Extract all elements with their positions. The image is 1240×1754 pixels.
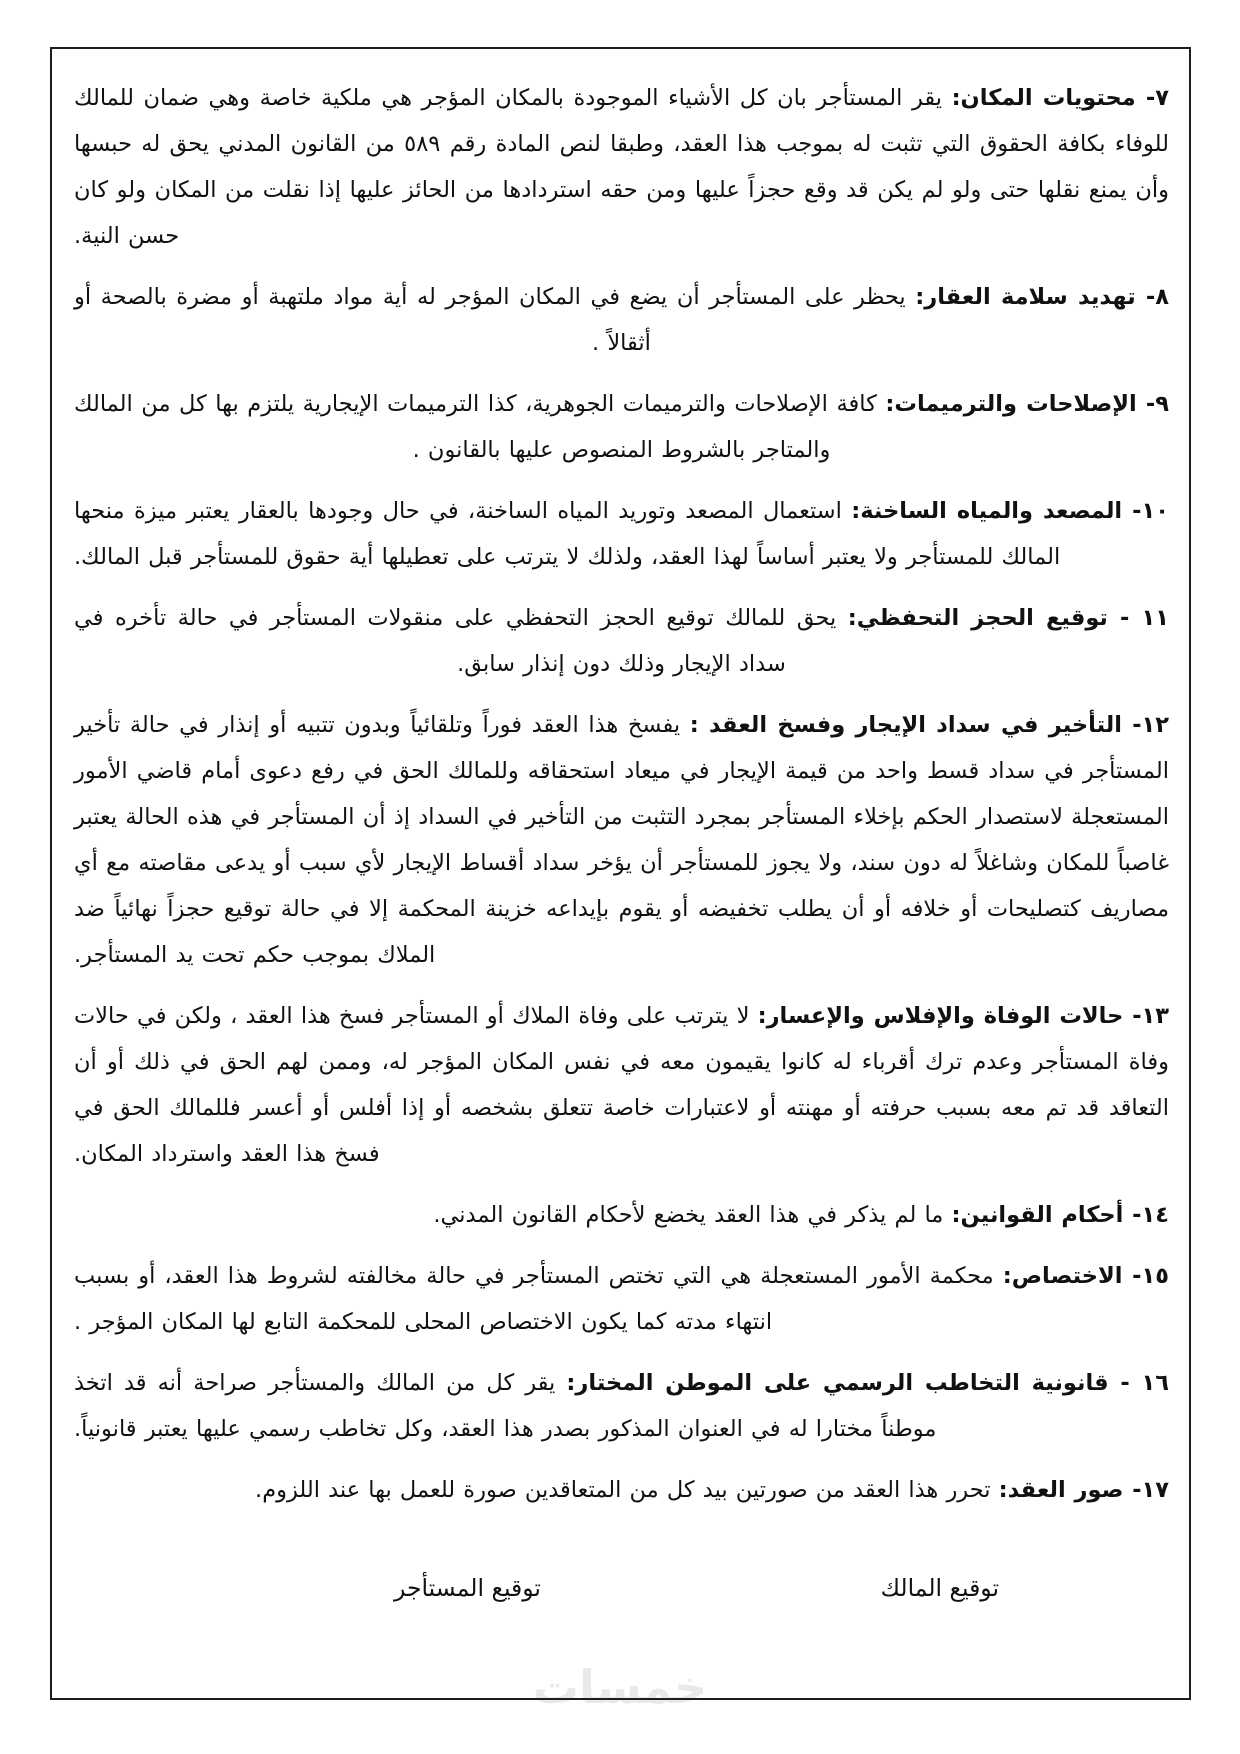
clause-13-death-bankruptcy (74, 993, 1169, 1177)
clause-14-law-provisions (74, 1192, 1169, 1238)
clause-10-elevator-hot-water (74, 488, 1169, 580)
clause-15-heading: ١٥- الاختصاص: (1002, 1263, 1169, 1289)
clause-7-body: يقر المستأجر بان كل الأشياء الموجودة بالمكان المؤجر هي ملكية خاصة وهي ضمان للمالك للوفاء بكافة الحقوق التي تثبت له بموجب هذا العقد، وطبقا لنص المادة رقم ٥٨٩ من القانون المدني يحق له حبسها وأن يمنع نقلها حتى ولو لم يكن قد وقع حجزاً عليها ومن حقه استردادها من الحائز عليها إذا نقلت من المكان ولو كان حسن النية. (74, 85, 1169, 249)
clause-10-heading: ١٠- المصعد والمياه الساخنة: (851, 498, 1169, 524)
clause-9-repairs (74, 381, 1169, 473)
clause-12-heading: ١٢- التأخير في سداد الإيجار وفسخ العقد : (689, 712, 1170, 738)
clause-14-body: ما لم يذكر في هذا العقد يخضع لأحكام القانون المدني. (433, 1202, 944, 1228)
clause-17-contract-copies (74, 1467, 1169, 1513)
khamsat-watermark: خمسات (532, 1660, 708, 1714)
clause-8-body: يحظر على المستأجر أن يضع في المكان المؤجر له أية مواد ملتهبة أو مضرة بالصحة أو أثقالاً . (74, 284, 906, 356)
signature-row (74, 1565, 1169, 1615)
clause-8-heading: ٨- تهديد سلامة العقار: (915, 284, 1170, 310)
clause-11-heading: ١١ - توقيع الحجز التحفظي: (847, 605, 1169, 631)
owner-signature-label: توقيع المالك (880, 1574, 999, 1602)
clause-16-body: يقر كل من المالك والمستأجر صراحة أنه قد اتخذ موطناً مختارا له في العنوان المذكور بصدر هذا العقد، وكل تخاطب رسمي عليها يعتبر قانونياً. (74, 1370, 937, 1442)
clause-15-body: محكمة الأمور المستعجلة هي التي تختص المستأجر في حالة مخالفته لشروط هذا العقد، أو بسبب انتهاء مدته كما يكون الاختصاص المحلى للمحكمة التابع لها المكان المؤجر . (74, 1263, 994, 1335)
clause-11-precautionary-seizure (74, 595, 1169, 687)
clause-7-heading: ٧- محتويات المكان: (951, 85, 1170, 111)
clause-17-body: تحرر هذا العقد من صورتين بيد كل من المتعاقدين صورة للعمل بها عند اللزوم. (255, 1477, 991, 1503)
clause-8-property-safety (74, 274, 1169, 366)
clause-17-heading: ١٧- صور العقد: (998, 1477, 1169, 1503)
clause-9-body: كافة الإصلاحات والترميمات الجوهرية، كذا الترميمات الإيجارية يلتزم بها كل من المالك والمتاجر بالشروط المنصوص عليها بالقانون . (74, 391, 877, 463)
clause-14-heading: ١٤- أحكام القوانين: (951, 1202, 1169, 1228)
clause-7-contents-of-place (74, 75, 1169, 259)
clause-15-jurisdiction (74, 1253, 1169, 1345)
clause-16-official-correspondence (74, 1360, 1169, 1452)
tenant-signature-label: توقيع المستأجر (394, 1574, 541, 1602)
contract-page-border (50, 47, 1191, 1700)
clause-12-late-payment-termination (74, 702, 1169, 978)
clause-9-heading: ٩- الإصلاحات والترميمات: (885, 391, 1170, 417)
clause-11-body: يحق للمالك توقيع الحجز التحفظي على منقولات المستأجر في حالة تأخره في سداد الإيجار وذلك دون إنذار سابق. (74, 605, 837, 677)
clause-16-heading: ١٦ - قانونية التخاطب الرسمي على الموطن المختار: (566, 1370, 1170, 1396)
clause-12-body: يفسخ هذا العقد فوراً وتلقائياً وبدون تتبيه أو إنذار في حالة تأخير المستأجر في سداد قسط واحد من قيمة الإيجار في ميعاد استحقاقه وللمالك الحق في رفع دعوى أمام قاضي الأمور المستعجلة لاستصدار الحكم بإخلاء المستأجر بمجرد التثبت من التأخير في السداد إذ أن المستأجر في هذه الحالة يعتبر غاصباً للمكان وشاغلاً له دون سند، ولا يجوز للمستأجر أن يؤخر سداد أقساط الإيجار لأي سبب أو يدعى مقاصته مع أي مصاريف كتصليحات أو خلافه أو أن يطلب تخفيضه أو يقوم بإيداعه خزينة المحكمة إلا في حالة توقيع حجزاً نهائياً ضد الملاك بموجب حكم تحت يد المستأجر. (74, 712, 1169, 968)
clause-13-heading: ١٣- حالات الوفاة والإفلاس والإعسار: (757, 1003, 1170, 1029)
clause-13-body: لا يترتب على وفاة الملاك أو المستأجر فسخ هذا العقد ، ولكن في حالات وفاة المستأجر وعدم ترك أقرباء له كانوا يقيمون معه في نفس المكان المؤجر له، وممن لهم الحق في ذلك أو أن التعاقد قد تم معه بسبب حرفته أو مهنته أو لاعتبارات خاصة تتعلق بشخصه أو إذا أفلس أو أعسر فللمالك الحق في فسخ هذا العقد واسترداد المكان. (74, 1003, 1169, 1167)
clause-10-body: استعمال المصعد وتوريد المياه الساخنة، في حال وجودها بالعقار يعتبر ميزة منحها المالك للمستأجر ولا يعتبر أساساً لهذا العقد، ولذلك لا يترتب على تعطيلها أية حقوق للمستأجر قبل المالك. (74, 498, 1061, 570)
